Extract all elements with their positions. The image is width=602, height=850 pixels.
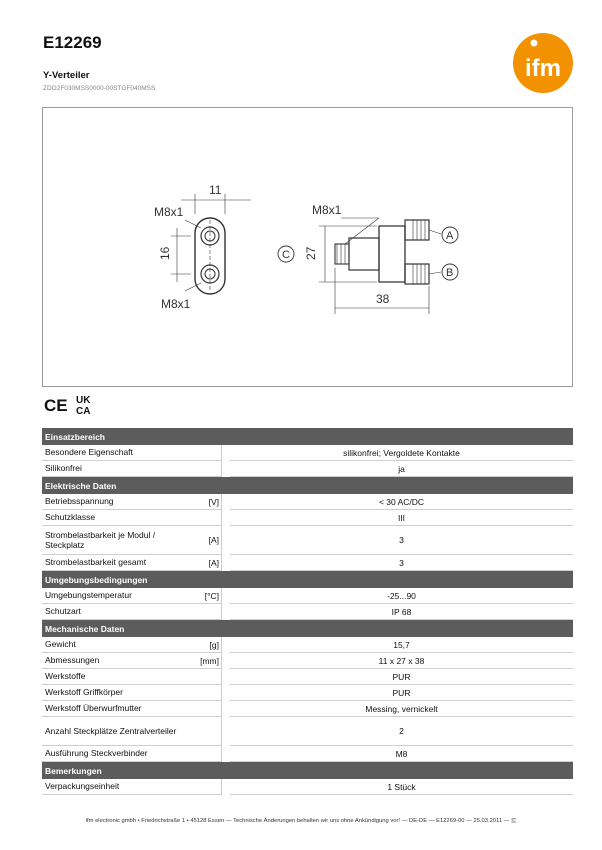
- spec-value: PUR: [230, 685, 573, 701]
- spec-row: [42, 746, 573, 762]
- section-header: [42, 571, 573, 588]
- spec-row: [42, 494, 573, 510]
- svg-text:ifm: ifm: [525, 55, 561, 82]
- spec-unit: [195, 717, 222, 746]
- section-title: Umgebungsbedingungen: [42, 571, 573, 588]
- spec-row: [42, 510, 573, 526]
- section-header: [42, 620, 573, 637]
- spec-label: Schutzklasse: [42, 510, 195, 526]
- spec-unit: [°C]: [195, 588, 222, 604]
- spec-label: Werkstoffe: [42, 669, 195, 685]
- spec-gap: [222, 685, 230, 701]
- spec-unit: [A]: [195, 526, 222, 555]
- spec-unit: [195, 461, 222, 477]
- spec-value: 3: [230, 555, 573, 571]
- spec-row: [42, 461, 573, 477]
- section-title: Bemerkungen: [42, 762, 573, 779]
- spec-label: Verpackungseinheit: [42, 779, 195, 795]
- spec-gap: [222, 555, 230, 571]
- spec-unit: [195, 779, 222, 795]
- spec-row: [42, 555, 573, 571]
- spec-unit: [195, 701, 222, 717]
- spec-label: Strombelastbarkeit gesamt: [42, 555, 195, 571]
- spec-unit: [195, 685, 222, 701]
- spec-label: Schutzart: [42, 604, 195, 620]
- spec-label: Anzahl Steckplätze Zentralverteiler: [42, 717, 195, 746]
- spec-unit: [195, 669, 222, 685]
- spec-unit: [mm]: [195, 653, 222, 669]
- section-header: [42, 762, 573, 779]
- spec-row: [42, 526, 573, 555]
- spec-gap: [222, 717, 230, 746]
- section-title: Einsatzbereich: [42, 428, 573, 445]
- spec-label: Besondere Eigenschaft: [42, 445, 195, 461]
- spec-gap: [222, 526, 230, 555]
- spec-unit: [A]: [195, 555, 222, 571]
- ifm-logo: [512, 32, 574, 94]
- spec-value: ja: [230, 461, 573, 477]
- section-header: [42, 477, 573, 494]
- dim-side-height: 27: [304, 246, 318, 260]
- spec-label: Gewicht: [42, 637, 195, 653]
- spec-value: -25...90: [230, 588, 573, 604]
- port-b-label: B: [446, 267, 454, 279]
- spec-row: [42, 779, 573, 795]
- spec-value: 11 x 27 x 38: [230, 653, 573, 669]
- spec-value: < 30 AC/DC: [230, 494, 573, 510]
- spec-unit: [195, 746, 222, 762]
- spec-label: Umgebungstemperatur: [42, 588, 195, 604]
- spec-label: Werkstoff Überwurfmutter: [42, 701, 195, 717]
- spec-value: silikonfrei; Vergoldete Kontakte: [230, 445, 573, 461]
- spec-row: [42, 669, 573, 685]
- spec-label: Strombelastbarkeit je Modul / Steckplatz: [42, 526, 195, 555]
- spec-gap: [222, 588, 230, 604]
- spec-value: PUR: [230, 669, 573, 685]
- spec-row: [42, 717, 573, 746]
- spec-unit: [195, 510, 222, 526]
- dim-thread-bottom: M8x1: [161, 297, 191, 311]
- spec-gap: [222, 701, 230, 717]
- spec-value: III: [230, 510, 573, 526]
- spec-row: [42, 588, 573, 604]
- spec-value: 3: [230, 526, 573, 555]
- spec-label: Ausführung Steckverbinder: [42, 746, 195, 762]
- spec-value: 15,7: [230, 637, 573, 653]
- spec-unit: [195, 445, 222, 461]
- spec-label: Abmessungen: [42, 653, 195, 669]
- product-name: Y-Verteiler: [43, 70, 90, 81]
- dim-length: 38: [376, 292, 390, 306]
- spec-gap: [222, 746, 230, 762]
- spec-gap: [222, 604, 230, 620]
- spec-row: [42, 604, 573, 620]
- ce-mark: CE: [44, 396, 68, 415]
- spec-gap: [222, 637, 230, 653]
- side-view: [278, 218, 458, 314]
- dim-thread-side: M8x1: [312, 203, 342, 217]
- section-header: [42, 428, 573, 445]
- spec-row: [42, 685, 573, 701]
- spec-label: Betriebsspannung: [42, 494, 195, 510]
- spec-gap: [222, 779, 230, 795]
- spec-table: [42, 428, 573, 795]
- section-title: Mechanische Daten: [42, 620, 573, 637]
- dim-height: 16: [158, 246, 172, 260]
- spec-gap: [222, 461, 230, 477]
- spec-row: [42, 445, 573, 461]
- spec-value: IP 68: [230, 604, 573, 620]
- spec-unit: [g]: [195, 637, 222, 653]
- spec-gap: [222, 653, 230, 669]
- spec-row: [42, 653, 573, 669]
- spec-value: 1 Stück: [230, 779, 573, 795]
- spec-value: Messing, vernickelt: [230, 701, 573, 717]
- spec-label: Werkstoff Griffkörper: [42, 685, 195, 701]
- spec-label: Silikonfrei: [42, 461, 195, 477]
- section-title: Elektrische Daten: [42, 477, 573, 494]
- spec-gap: [222, 494, 230, 510]
- spec-gap: [222, 669, 230, 685]
- port-c-label: C: [282, 249, 290, 261]
- spec-row: [42, 701, 573, 717]
- dim-width: 11: [209, 183, 222, 197]
- footer-text: ifm electronic gmbh • Friedrichstraße 1 • 45128 Essen — Technische Änderungen behalten wir uns ohne Ankündigung vor! — DE-DE — E12269-00 — 25.03.2011 — 🇨: [85, 818, 517, 824]
- certification-marks: [44, 393, 104, 417]
- spec-row: [42, 637, 573, 653]
- dim-thread-top: M8x1: [154, 205, 184, 219]
- spec-unit: [195, 604, 222, 620]
- spec-gap: [222, 445, 230, 461]
- ukca-mark-bottom: CA: [76, 406, 91, 417]
- ukca-mark-top: UK: [76, 395, 91, 406]
- ce-footer-icon: 🇨: [511, 818, 517, 824]
- spec-unit: [V]: [195, 494, 222, 510]
- spec-value: 2: [230, 717, 573, 746]
- dimension-drawing: [42, 107, 573, 387]
- port-a-label: A: [446, 230, 454, 242]
- product-code: E12269: [43, 33, 102, 52]
- article-number: ZDO2F030MSS0000-00STGF040MSS: [43, 85, 156, 92]
- spec-value: M8: [230, 746, 573, 762]
- spec-gap: [222, 510, 230, 526]
